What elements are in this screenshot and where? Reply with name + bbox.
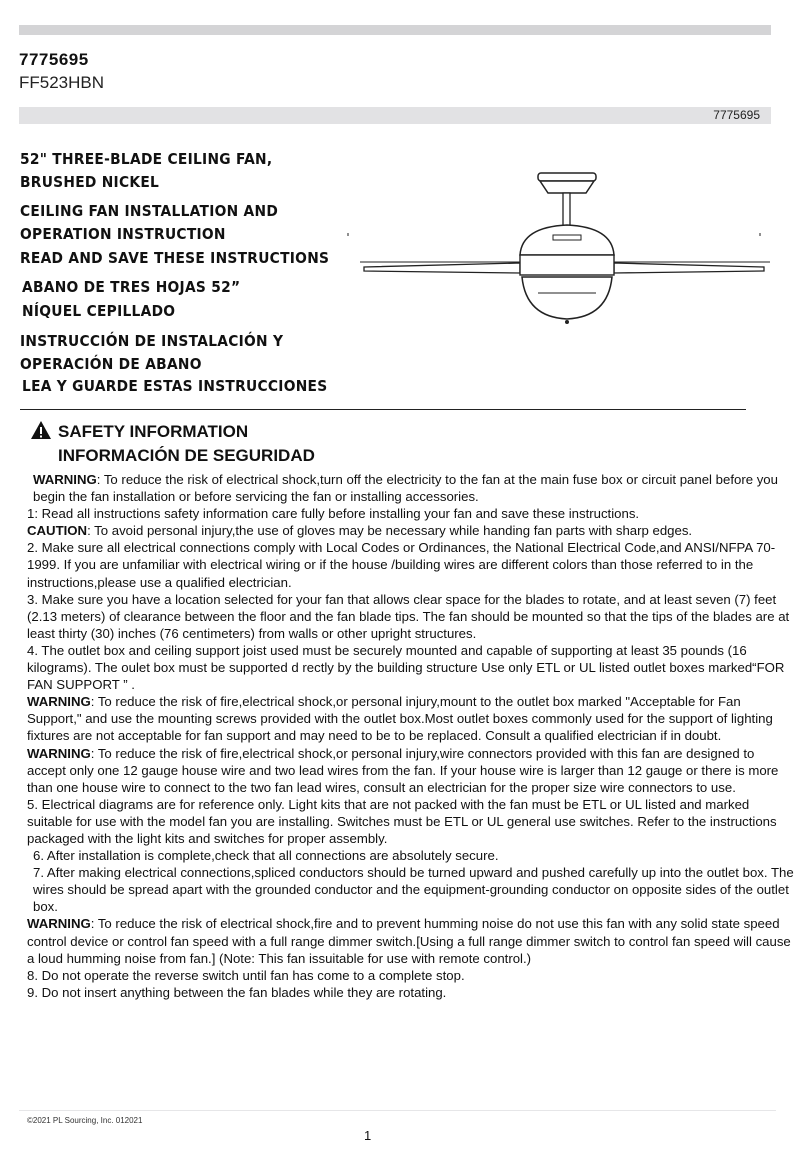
copyright: ©2021 PL Sourcing, Inc. 012021: [27, 1116, 143, 1125]
safety-paragraph: 2. Make sure all electrical connections comply with Local Codes or Ordinances, the National Electrical Code,and ANSI/NFPA 70-1999. If you are unfamiliar with electrical wiring or if the house /building wires are different colors than those referred to in the instructions,please use a qualified electrician.: [27, 540, 776, 590]
warning-label: WARNING: [27, 694, 91, 710]
title-en-4: OPERATION INSTRUCTION: [20, 225, 226, 243]
title-en-3: CEILING FAN INSTALLATION AND: [20, 202, 279, 220]
safety-paragraph: 7. After making electrical connections,spliced conductors should be turned upward and pushed carefully up into the outlet box. The wires should be spread apart with the grounded conductor and the equipment-grounding conductor on opposite sides of the outlet box.: [33, 865, 794, 915]
safety-paragraph: 1: Read all instructions safety information care fully before installing your fan and save these instructions.: [27, 506, 640, 522]
safety-paragraph: CAUTION: To avoid personal injury,the use of gloves may be necessary while handing fan parts with sharp edges.: [27, 523, 693, 539]
safety-paragraph: 4. The outlet box and ceiling support joist used must be securely mounted and capable of supporting at least 35 pounds (16 kilograms). The oulet box must be supported d rectly by the building structure Use only ETL or UL listed outlet boxes marked“FOR FAN SUPPORT ” .: [27, 642, 785, 693]
footer-divider: [19, 1110, 776, 1111]
safety-paragraph: 8. Do not operate the reverse switch until fan has come to a complete stop.: [27, 967, 465, 983]
title-en-1: 52" THREE-BLADE CEILING FAN,: [20, 150, 273, 168]
warning-label: WARNING: [33, 472, 97, 487]
warning-label: WARNING: [27, 745, 91, 761]
title-es-5: LEA Y GUARDE ESTAS INSTRUCCIONES: [22, 377, 328, 395]
safety-paragraph: WARNING: To reduce the risk of fire,electrical shock,or personal injury,mount to the outlet box marked "Acceptable for Fan Support," and use the mounting screws provided with the outlet box.Most outlet boxes commonly used for the support of lighting fixtures are not acceptable for fan support and may need to be to be replaced. Consult a qualified electrician if in doubt.: [27, 694, 773, 744]
warning-triangle-icon: [30, 420, 52, 440]
title-en-2: BRUSHED NICKEL: [20, 173, 160, 191]
sub-bar: [19, 107, 771, 124]
safety-heading-en: SAFETY INFORMATION: [58, 422, 249, 441]
safety-paragraph: 3. Make sure you have a location selected for your fan that allows clear space for the blades to rotate, and at least seven (7) feet (2.13 meters) of clearance between the floor and the fan blade tips. The fan should be mounted so that the tips of the blades are at least thirty (30) inches (76 centimeters) from walls or other upright structures.: [27, 591, 790, 641]
safety-paragraph: 9. Do not insert anything between the fan blades while they are rotating.: [27, 984, 447, 1000]
model-number: 7775695: [19, 50, 89, 69]
top-bar: [19, 25, 771, 35]
ceiling-fan-illustration: [340, 165, 790, 335]
safety-paragraph: 6. After installation is complete,check that all connections are absolutely secure.: [33, 848, 499, 864]
safety-paragraph: WARNING: To reduce the risk of electrical shock,fire and to prevent humming noise do not use this fan with any solid state speed control device or control fan speed with a full range dimmer switch.[Using a full range dimmer switch to control fan speed will cause a loud humming noise from fan.] (Note: This fan issuitable for use with remote control.): [27, 916, 791, 966]
title-es-1: ABANO DE TRES HOJAS 52”: [22, 278, 241, 296]
title-es-2: NÍQUEL CEPILLADO: [22, 302, 176, 320]
sub-bar-label: 7775695: [713, 108, 760, 122]
title-es-3: INSTRUCCIÓN DE INSTALACIÓN Y: [20, 332, 284, 350]
safety-paragraph: WARNING: To reduce the risk of electrical shock,turn off the electricity to the fan at the main fuse box or circuit panel before you begin the fan installation or before servicing the fan or installing accessories.: [33, 472, 778, 505]
section-divider: [20, 409, 746, 410]
safety-paragraph: 5. Electrical diagrams are for reference only. Light kits that are not packed with the fan must be ETL or UL listed and marked suitable for use with the model fan you are installing. Switches must be ETL or UL general use switches. Refer to the instructions packaged with the light kits and switches for proper assembly.: [27, 796, 777, 846]
warning-label: WARNING: [27, 916, 91, 932]
model-code: FF523HBN: [19, 73, 105, 92]
title-es-4: OPERACIÓN DE ABANO: [20, 355, 202, 373]
safety-body: [27, 471, 795, 1001]
caution-label: CAUTION: [27, 523, 88, 539]
page-number: 1: [364, 1128, 372, 1143]
safety-heading-es: INFORMACIÓN DE SEGURIDAD: [58, 446, 315, 465]
safety-paragraph: WARNING: To reduce the risk of fire,electrical shock,or personal injury,wire connectors provided with this fan are designed to accept only one 12 gauge house wire and two lead wires from the fan. If your house wire is larger than 12 gauge or there is more than one house wire to connect to the two fan lead wires, consult an electrician for the proper size wire connectors to use.: [27, 745, 779, 795]
title-en-5: READ AND SAVE THESE INSTRUCTIONS: [20, 249, 330, 267]
